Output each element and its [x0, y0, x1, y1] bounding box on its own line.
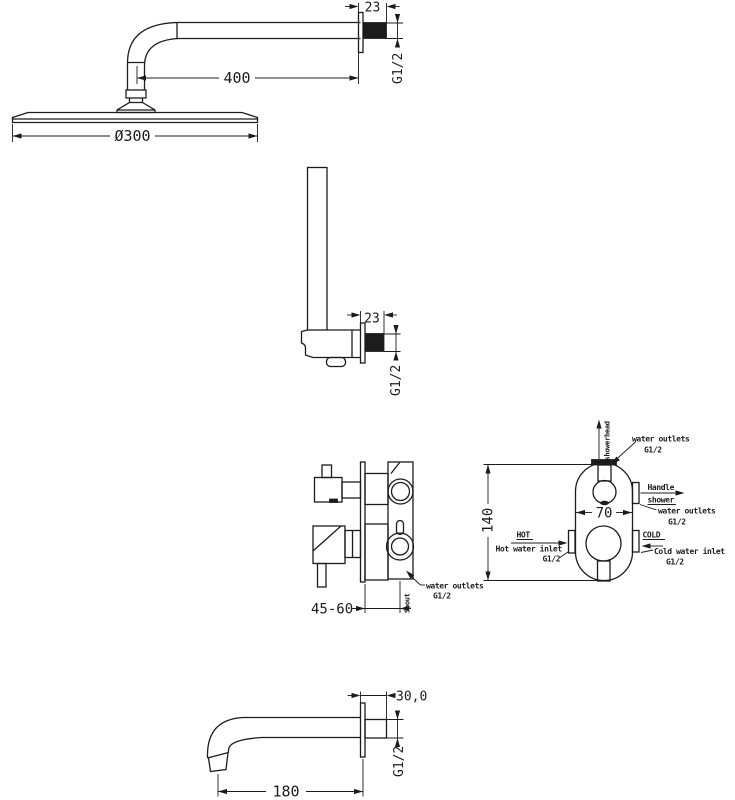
cold-inlet-thread: G1/2 — [666, 557, 684, 567]
diverter-knob — [315, 478, 343, 503]
label-side-outlet — [404, 571, 484, 614]
arm-thread-block — [363, 23, 387, 39]
handle-shower-line1: Handle — [647, 483, 674, 492]
dim-holder-thread-size — [384, 325, 404, 396]
spout-thread-block — [365, 720, 387, 739]
label-hot-inlet — [496, 531, 569, 564]
top-outlet-dest: showerhead — [603, 421, 612, 461]
dim-arm-thread-size — [387, 14, 407, 84]
top-outlet-label: water outlets — [632, 434, 690, 444]
dim-arm-thread-length — [345, 1, 400, 23]
diverter-knob-front — [593, 481, 616, 504]
dim-arm-thread-size-value: G1/2 — [391, 52, 406, 84]
hot-inlet-label: Hot water inlet — [495, 544, 562, 554]
cold-inlet-port — [633, 531, 640, 553]
right-outlet-label: water outlets — [658, 506, 716, 516]
view-shower-head-arm — [13, 13, 387, 123]
dim-valve-height — [481, 465, 598, 581]
hot-tag: HOT — [516, 530, 530, 540]
shower-head-disc — [13, 113, 258, 120]
valve-bottom-port — [387, 533, 414, 560]
right-outlet-thread: G1/2 — [668, 517, 686, 527]
dim-spout-length-value: 180 — [272, 782, 300, 800]
side-outlet-label: water outlets — [426, 581, 484, 591]
holder-wall-flange — [361, 323, 366, 363]
temperature-knob-front — [586, 526, 621, 561]
view-handset-holder — [302, 168, 385, 367]
dim-arm-length-value: 400 — [223, 69, 251, 87]
cold-inlet-label: Cold water inlet — [654, 547, 725, 556]
dim-head-diameter — [13, 124, 258, 145]
shower-arm-inner — [145, 39, 361, 91]
handle-shower-line2: shower — [647, 495, 674, 505]
dim-spout-length — [218, 759, 363, 800]
side-outlet-thread: G1/2 — [433, 591, 451, 601]
dim-spout-thread-size-value: G1/2 — [392, 745, 407, 777]
bottom-outlet-stem — [598, 561, 611, 581]
dim-valve-width — [576, 506, 632, 522]
dim-holder-thread-size-value: G1/2 — [389, 364, 404, 396]
label-right-outlet — [640, 505, 716, 527]
holder-thread-block — [365, 334, 384, 352]
dim-valve-width-value: 70 — [595, 505, 613, 522]
side-outlet-dest: Spout — [403, 593, 412, 613]
label-cold-inlet — [641, 531, 725, 567]
hot-inlet-thread: G1/2 — [542, 554, 561, 564]
label-handle-shower — [641, 483, 685, 505]
holder-nub — [327, 358, 346, 367]
label-top-outlet-direction — [596, 420, 611, 461]
dim-holder-thread-length-value: 23 — [364, 311, 380, 327]
head-mount-cone — [117, 103, 155, 113]
cold-tag: COLD — [642, 530, 661, 540]
arm-wall-flange — [359, 13, 364, 53]
dim-spout-projection-value: 30,0 — [396, 689, 428, 705]
hot-inlet-port — [569, 531, 576, 554]
right-top-port — [633, 483, 640, 504]
dim-spout-thread-size — [387, 711, 408, 778]
dim-head-diameter-value: Ø300 — [114, 127, 151, 145]
dim-valve-height-value: 140 — [480, 507, 497, 533]
dim-arm-thread-length-value: 23 — [364, 0, 381, 16]
handset-tube — [308, 168, 328, 331]
dim-spout-projection — [348, 690, 428, 720]
handle-stem — [318, 564, 327, 588]
view-spout — [208, 703, 387, 772]
view-valve-side — [313, 462, 414, 587]
control-handle — [313, 526, 345, 564]
dim-valve-depth-value: 45-60 — [311, 601, 354, 618]
arm-collar — [126, 90, 146, 98]
valve-wall-plate — [361, 462, 366, 582]
top-outlet-thread: G1/2 — [644, 445, 662, 455]
spout-inner — [229, 738, 361, 753]
dim-arm-length — [137, 53, 359, 87]
spout-wall-flange — [361, 703, 366, 757]
label-top-outlet — [612, 435, 690, 465]
